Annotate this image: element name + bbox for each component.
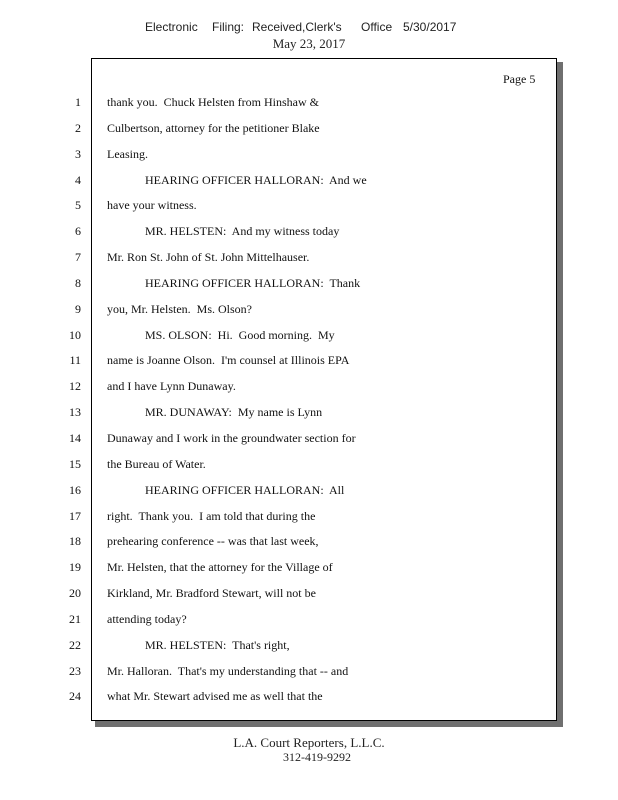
line-text: MR. HELSTEN: That's right,: [145, 637, 290, 652]
line-number: 18: [69, 534, 81, 549]
line-text: attending today?: [107, 611, 187, 626]
line-number: 10: [69, 327, 81, 342]
line-text: MR. DUNAWAY: My name is Lynn: [145, 405, 323, 420]
transcript-line: [0, 143, 618, 169]
line-number: 12: [69, 379, 81, 394]
transcript-line: [0, 453, 618, 479]
transcript-line: [0, 375, 618, 401]
line-text: HEARING OFFICER HALLORAN: All: [145, 482, 345, 497]
transcript-line: [0, 91, 618, 117]
line-number: 2: [75, 120, 81, 135]
filing-stamp-office: Office: [361, 20, 393, 34]
page-number: Page 5: [503, 72, 536, 86]
transcript-line: [0, 685, 618, 711]
line-text: what Mr. Stewart advised me as well that the: [107, 689, 323, 704]
line-text: HEARING OFFICER HALLORAN: Thank: [145, 275, 361, 290]
line-text: the Bureau of Water.: [107, 456, 206, 471]
filing-stamp-filing: Filing:: [212, 20, 245, 34]
filing-stamp-date: 5/30/2017: [403, 20, 457, 34]
line-number: 4: [75, 172, 81, 187]
transcript-line: [0, 634, 618, 660]
line-number: 22: [69, 637, 81, 652]
filing-stamp-electronic: Electronic: [145, 20, 198, 34]
line-number: 14: [69, 430, 81, 445]
line-text: you, Mr. Helsten. Ms. Olson?: [107, 301, 252, 316]
transcript-line: [0, 169, 618, 195]
line-number: 8: [75, 275, 81, 290]
line-text: Kirkland, Mr. Bradford Stewart, will not be: [107, 586, 316, 601]
line-number: 9: [75, 301, 81, 316]
line-number: 19: [69, 560, 81, 575]
transcript-line: [0, 272, 618, 298]
transcript-line: [0, 324, 618, 350]
court-reporter-name: L.A. Court Reporters, L.L.C.: [233, 735, 385, 750]
line-number: 17: [69, 508, 81, 523]
line-number: 6: [75, 224, 81, 239]
line-text: Culbertson, attorney for the petitioner Blake: [107, 120, 320, 135]
transcript-line: [0, 505, 618, 531]
line-number: 23: [69, 663, 81, 678]
transcript-line: [0, 608, 618, 634]
line-text: Leasing.: [107, 146, 148, 161]
line-text: name is Joanne Olson. I'm counsel at Illinois EPA: [107, 353, 350, 368]
line-text: and I have Lynn Dunaway.: [107, 379, 236, 394]
line-text: Mr. Helsten, that the attorney for the Village of: [107, 560, 333, 575]
line-text: right. Thank you. I am told that during the: [107, 508, 316, 523]
transcript-line: [0, 479, 618, 505]
transcript-line: [0, 660, 618, 686]
line-number: 11: [69, 353, 81, 368]
transcript-line: [0, 246, 618, 272]
line-text: MR. HELSTEN: And my witness today: [145, 224, 340, 239]
transcript-line: [0, 427, 618, 453]
line-text: have your witness.: [107, 198, 197, 213]
transcript-line: [0, 117, 618, 143]
transcript-line: [0, 556, 618, 582]
filing-stamp-received: Received,Clerk's: [252, 20, 342, 34]
transcript-line: [0, 194, 618, 220]
line-number: 13: [69, 405, 81, 420]
transcript-line: [0, 349, 618, 375]
line-text: HEARING OFFICER HALLORAN: And we: [145, 172, 367, 187]
transcript-line: [0, 298, 618, 324]
line-number: 24: [69, 689, 81, 704]
court-reporter-phone: 312-419-9292: [283, 750, 351, 764]
line-text: Mr. Ron St. John of St. John Mittelhauser.: [107, 250, 310, 265]
transcript-lines: [0, 91, 618, 711]
line-number: 7: [75, 250, 81, 265]
line-number: 1: [75, 95, 81, 109]
line-number: 20: [69, 586, 81, 601]
line-number: 15: [69, 456, 81, 471]
line-number: 16: [69, 482, 81, 497]
line-number: 3: [75, 146, 81, 161]
transcript-line: [0, 582, 618, 608]
line-number: 5: [75, 198, 81, 213]
transcript-line: [0, 401, 618, 427]
line-text: prehearing conference -- was that last week,: [107, 534, 319, 549]
line-text: Mr. Halloran. That's my understanding that -- and: [107, 663, 349, 678]
transcript-line: [0, 530, 618, 556]
line-text: MS. OLSON: Hi. Good morning. My: [145, 327, 335, 342]
hearing-date: May 23, 2017: [272, 36, 346, 51]
line-text: thank you. Chuck Helsten from Hinshaw &: [107, 95, 319, 109]
line-number: 21: [69, 611, 81, 626]
line-text: Dunaway and I work in the groundwater section for: [107, 430, 356, 445]
transcript-line: [0, 220, 618, 246]
